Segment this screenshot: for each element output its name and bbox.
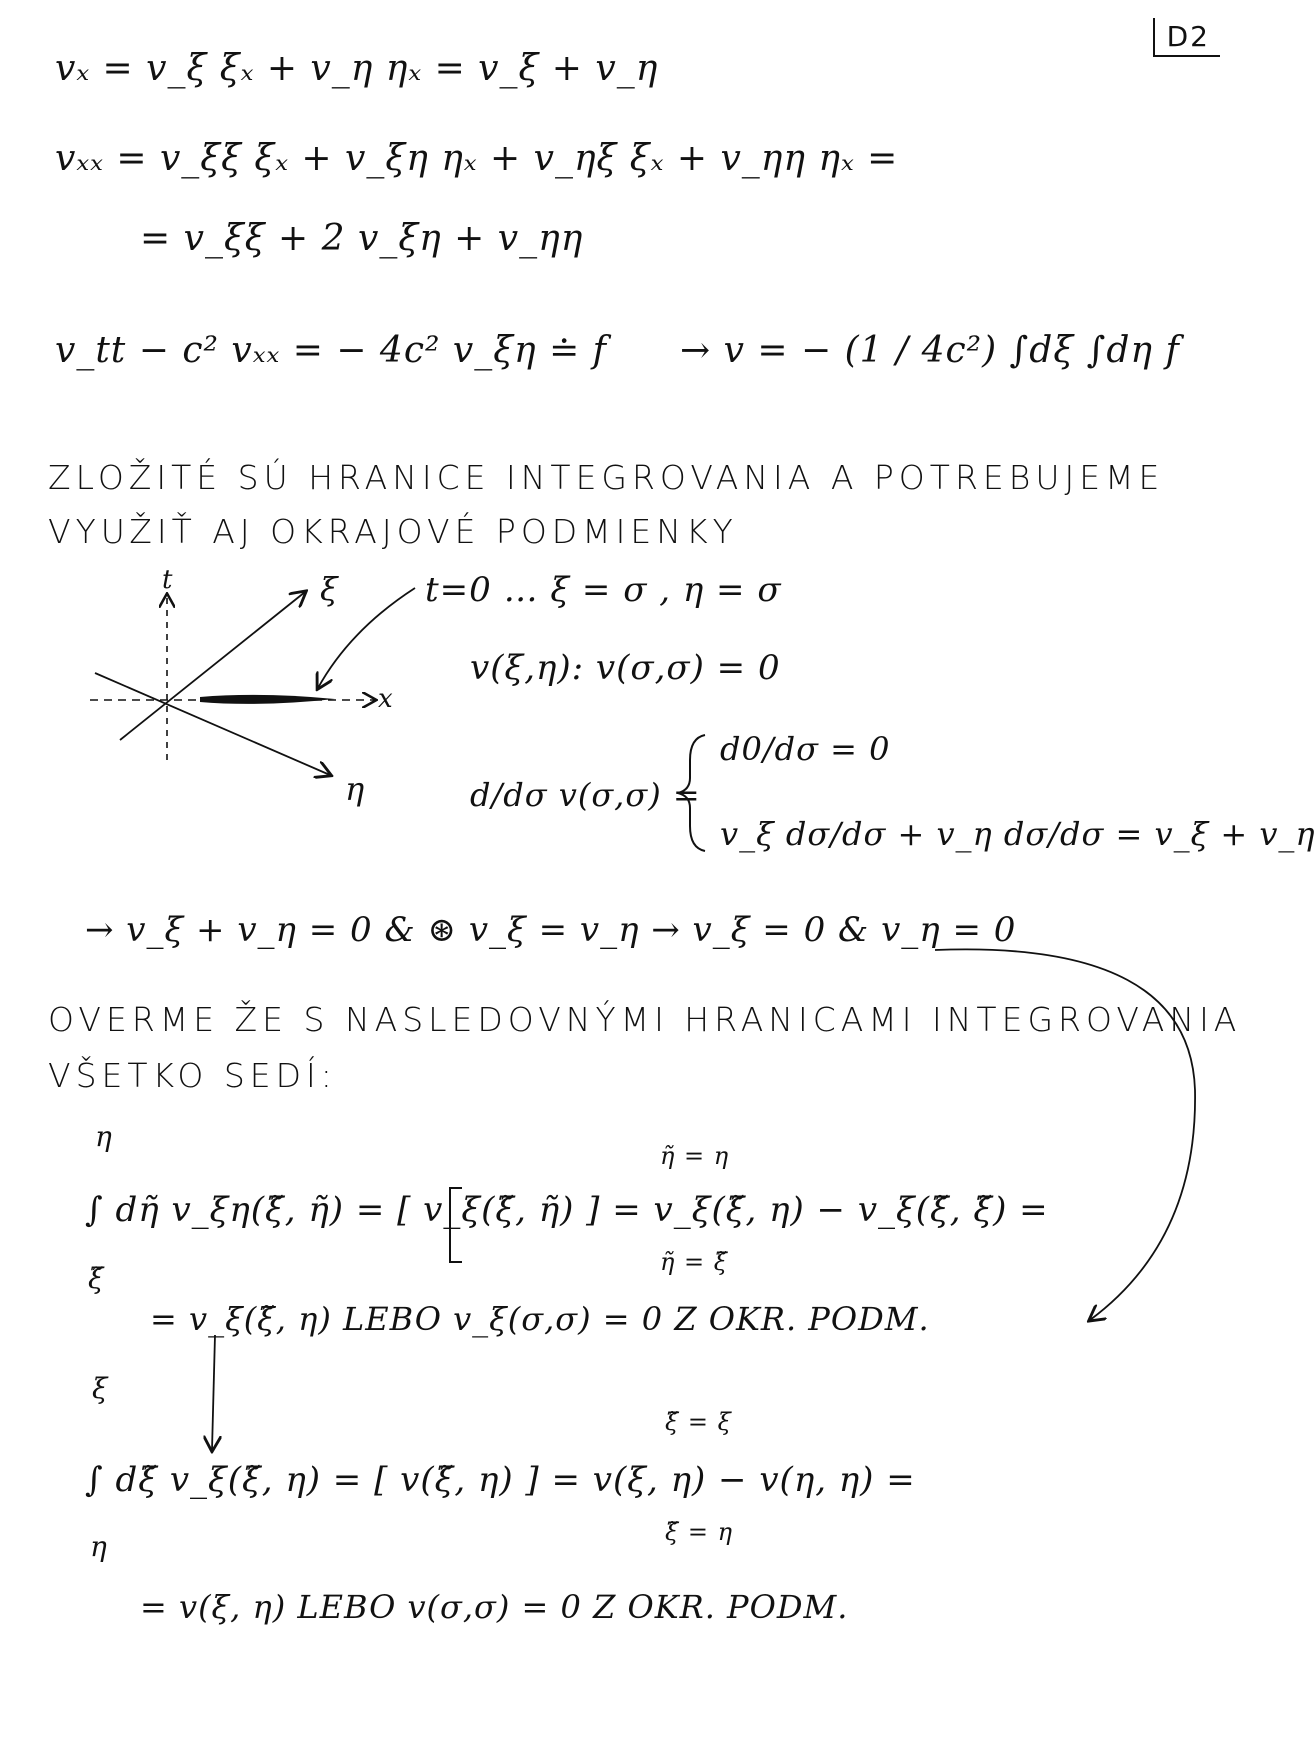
diagram-label-xi: ξ [320,570,339,608]
xi-line [120,592,305,740]
integral2-continuation: = v(ξ, η) LEBO v(σ,σ) = 0 Z OKR. PODM. [140,1588,849,1626]
boundary-t0: t=0 … ξ = σ , η = σ [425,570,782,610]
integral1-bracket-bottom: η̃ = ξ̃ [660,1248,728,1276]
integral1-lower: ξ̃ [88,1262,105,1295]
integral1-upper: η [95,1120,113,1153]
integral2-equation: ∫ dξ̃ v_ξ(ξ̃, η) = [ v(ξ̃, η) ] = v(ξ, η) − v(η, η) = [85,1460,916,1500]
initial-segment [200,695,335,704]
page-label: D2 [1153,18,1220,57]
diagram-label-eta: η [345,770,366,808]
integral2-bracket-bottom: ξ̃ = η [665,1518,733,1546]
boundary-case-1: d0/dσ = 0 [720,730,891,768]
integral1-bracket-top: η̃ = η [660,1142,730,1170]
diagram-label-x: x [378,684,394,714]
equation-wave-solution: → v = − (1 / 4c²) ∫dξ ∫dη f [680,330,1180,371]
integral1-continuation: = v_ξ(ξ̃, η) LEBO v_ξ(σ,σ) = 0 Z OKR. PODM. [150,1300,930,1338]
equation-vxx-line2: = v_ξξ + 2 v_ξη + v_ηη [140,218,584,259]
eta-line [95,673,330,775]
diagram-label-t: t [162,565,174,595]
equation-wave: v_tt − c² vₓₓ = − 4c² v_ξη ≐ f [55,330,607,371]
equation-vx: vₓ = v_ξ ξₓ + v_η ηₓ = v_ξ + v_η [55,48,659,89]
down-arrow [212,1335,215,1450]
boundary-derivative: d/dσ v(σ,σ) = [470,776,701,814]
integral2-lower: η [90,1530,108,1563]
integral1-equation: ∫ dη̃ v_ξη(ξ̃, η̃) = [ v_ξ(ξ̃, η̃) ] = v_ξ(ξ̃, η) − v_ξ(ξ̃, ξ̃) = [85,1190,1049,1230]
integral2-upper: ξ [92,1372,109,1405]
equation-vxx-line1: vₓₓ = v_ξξ ξₓ + v_ξη ηₓ + v_ηξ ξₓ + v_ηη ηₓ = [55,138,899,179]
boundary-case-2: v_ξ dσ/dσ + v_η dσ/dσ = v_ξ + v_η [720,815,1316,853]
text-line-1: ZLOŽITÉ SÚ HRANICE INTEGROVANIA A POTREBUJEME [48,458,1165,497]
boundary-condition: v(ξ,η): v(σ,σ) = 0 [470,648,781,688]
result-line: → v_ξ + v_η = 0 & ⊛ v_ξ = v_η → v_ξ = 0 & v_η = 0 [85,910,1017,950]
text-line-2: VYUŽIŤ AJ OKRAJOVÉ PODMIENKY [48,512,738,551]
text-line-4: VŠETKO SEDÍ: [48,1056,337,1095]
integral2-bracket-top: ξ̃ = ξ [665,1408,732,1436]
text-line-3: OVERME ŽE S NASLEDOVNÝMI HRANICAMI INTEGROVANIA [48,1000,1242,1039]
